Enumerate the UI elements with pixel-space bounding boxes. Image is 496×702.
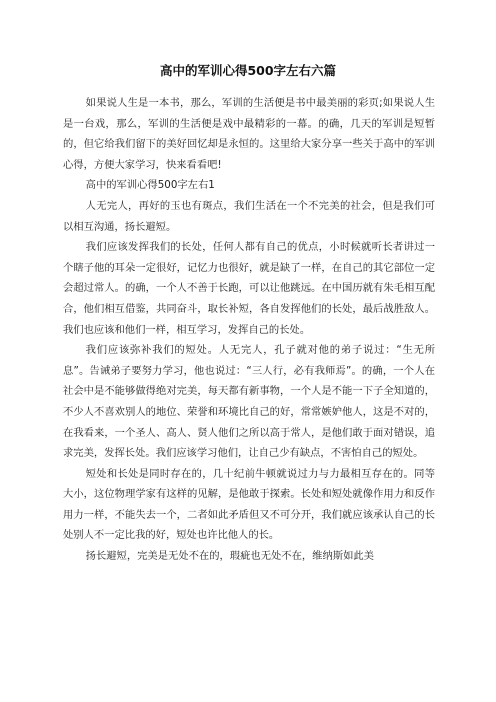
body-paragraph: 扬长避短，完美是无处不在的，瑕疵也无处不在，维纳斯如此美	[85, 550, 374, 563]
body-paragraph: 人无完人，再好的玉也有斑点，我们生活在一个不完美的社会，但是我们可以相互沟通，扬长避短。	[63, 199, 435, 233]
body-paragraph: 短处和长处是同时存在的，几十纪前牛顿就说过力与力最相互存在的。同等大小，这位物理学家有这样的见解，是他敢于探索。长处和短处就像作用力和反作用力一样，不能失去一个，二者如此矛盾但又不可分开，我们就应该承认自己的长处别人不一定比我的好，短处也许比他人的长。	[63, 467, 435, 542]
document-title: 高中的军训心得500字左右六篇	[159, 63, 337, 78]
body-paragraph: 我们应该发挥我们的长处，任何人都有自己的优点，小时候就听长者讲过一个瞎子他的耳朵一定很好，记忆力也很好，就是缺了一样，在自己的其它部位一定会超过常人。的确，一个人不善于长跑，可以让他跳远。在中国历就有朱毛相互配合，他们相互借鉴，共同奋斗，取长补短，各自发挥他们的长处，最后战胜敌人。我们也应该和他们一样，相互学习，发挥自己的长处。	[63, 241, 435, 336]
document-body	[63, 93, 435, 567]
body-paragraph: 我们应该弥补我们的短处。人无完人，孔子就对他的弟子说过：“生无所息”。告诫弟子要努力学习，他也说过：“三人行，必有我师焉”。的确，一个人在社会中是不能够做得绝对完美，每天都有新事物，一个人是不能一下子全知道的，不少人不喜欢别人的地位、荣誉和环境比自己的好，常常嫉妒他人，这是不对的，在我看来，一个圣人、高人、贤人他们之所以高于常人，是他们敢于面对错误，追求完美，发挥长处。我们应该学习他们，让自己少有缺点，不害怕自己的短处。	[63, 344, 435, 460]
intro-paragraph: 如果说人生是一本书，那么，军训的生活便是书中最美丽的彩页;如果说人生是一台戏，那么，军训的生活便是戏中最精彩的一幕。的确，几天的军训是短暂的，但它给我们留下的美好回忆却是永恒的。这里给大家分享一些关于高中的军训心得，方便大家学习，快来看看吧!	[63, 97, 435, 171]
section-heading: 高中的军训心得500字左右1	[85, 179, 215, 192]
